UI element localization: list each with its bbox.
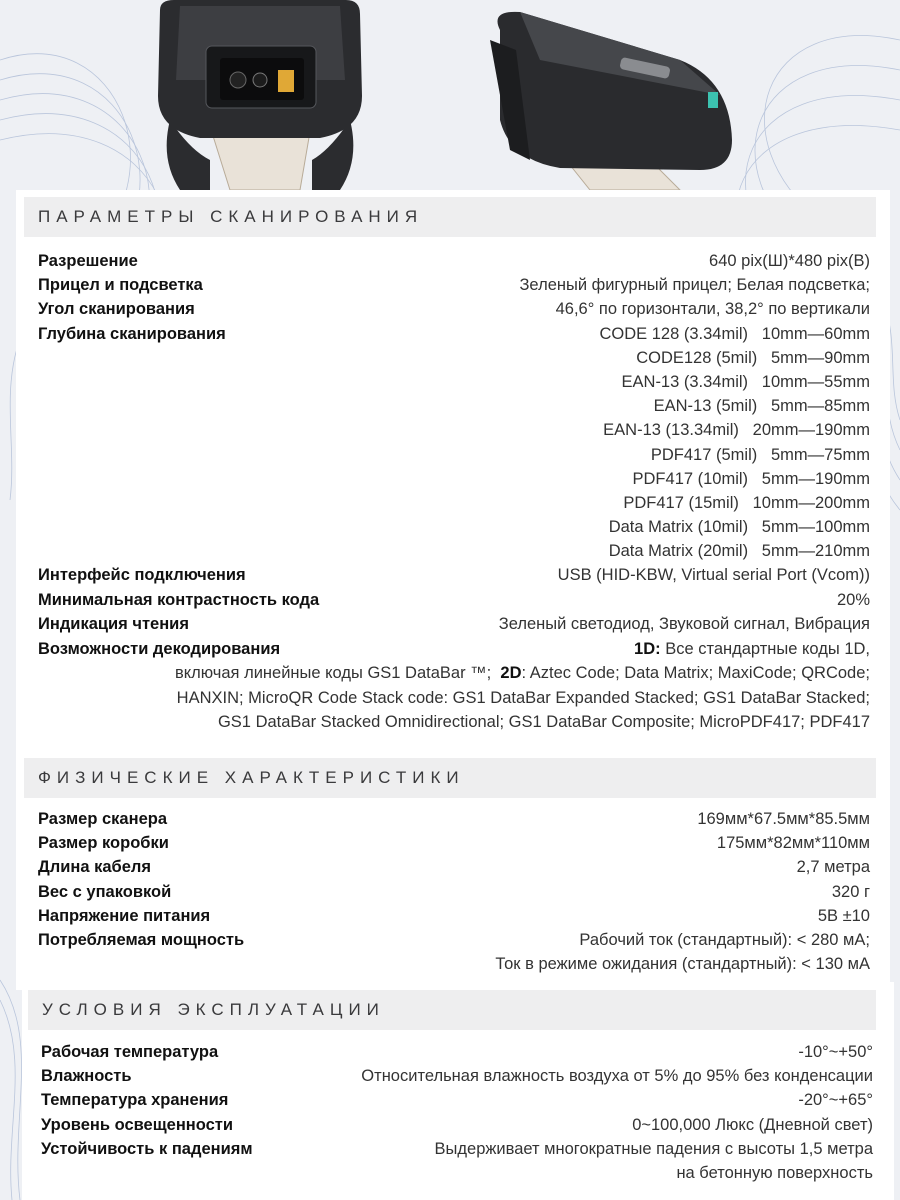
spec-row xyxy=(41,1088,873,1112)
spec-row xyxy=(38,249,870,273)
spec-row xyxy=(38,952,870,976)
spec-value: 320 г xyxy=(831,882,870,901)
spec-label: Влажность xyxy=(41,1067,132,1086)
spec-value: USB (HID-KBW, Virtual serial Port (Vcom)) xyxy=(557,566,870,585)
spec-row xyxy=(38,880,870,904)
spec-value: Зеленый фигурный прицел; Белая подсветка; xyxy=(519,276,870,295)
spec-label: Индикация чтения xyxy=(38,614,189,633)
decode-line2-post: : Aztec Code; Data Matrix; MaxiCode; QRCode; xyxy=(521,664,870,683)
spec-value: 175мм*82мм*110мм xyxy=(716,834,870,853)
spec-value: 0~100,000 Люкс (Дневной свет) xyxy=(632,1115,873,1134)
spec-value: -10°~+50° xyxy=(798,1043,873,1061)
spec-value: 5В ±10 xyxy=(817,906,870,925)
spec-label: Размер сканера xyxy=(38,810,168,828)
spec-label: Угол сканирования xyxy=(38,300,195,319)
spec-row xyxy=(41,1040,873,1064)
spec-value: Рабочий ток (стандартный): < 280 мА; xyxy=(579,930,870,949)
spec-value: Data Matrix (10mil) 5mm—100mm xyxy=(608,518,870,537)
decode-capabilities xyxy=(38,637,870,734)
operation-spec-list xyxy=(41,1040,873,1185)
scanner-front-image xyxy=(140,0,380,190)
decode-line2-pre: включая линейные коды GS1 DataBar ™; xyxy=(174,664,501,683)
spec-row xyxy=(38,928,870,952)
spec-label: Потребляемая мощность xyxy=(38,930,245,949)
spec-value: на бетонную поверхность xyxy=(676,1163,873,1182)
spec-value: PDF417 (15mil) 10mm—200mm xyxy=(623,493,870,512)
section-title-scan: ПАРАМЕТРЫ СКАНИРОВАНИЯ xyxy=(24,197,876,237)
spec-label: Длина кабеля xyxy=(38,858,152,877)
spec-value: -20°~+65° xyxy=(798,1091,873,1110)
decode-line4: GS1 DataBar Stacked Omnidirectional; GS1 DataBar Composite; MicroPDF417; PDF417 xyxy=(217,712,870,731)
spec-value: Ток в режиме ожидания (стандартный): < 130 мА xyxy=(495,955,870,974)
spec-label: Интерфейс подключения xyxy=(38,566,246,585)
scan-spec-list xyxy=(38,249,870,636)
spec-row xyxy=(38,346,870,370)
spec-row xyxy=(38,831,870,855)
spec-value: 2,7 метра xyxy=(796,858,870,877)
spec-row xyxy=(38,612,870,636)
spec-label: Уровень освещенности xyxy=(41,1115,234,1134)
decode-1d-text: Все стандартные коды 1D, xyxy=(660,640,870,658)
spec-label: Размер коробки xyxy=(38,834,169,853)
spec-row xyxy=(38,297,870,321)
spec-value: EAN-13 (5mil) 5mm—85mm xyxy=(653,397,870,416)
spec-row xyxy=(38,443,870,467)
spec-value: Выдерживает многократные падения с высоты 1,5 метра xyxy=(434,1139,873,1158)
spec-value: Data Matrix (20mil) 5mm—210mm xyxy=(608,542,870,561)
spec-row xyxy=(38,394,870,418)
spec-label: Устойчивость к падениям xyxy=(41,1139,253,1158)
spec-row xyxy=(38,370,870,394)
decode-2d-tag: 2D xyxy=(500,664,522,683)
spec-row xyxy=(38,273,870,297)
spec-row xyxy=(38,322,870,346)
spec-row xyxy=(41,1161,873,1185)
spec-label: Рабочая температура xyxy=(41,1043,219,1061)
spec-row xyxy=(41,1137,873,1161)
spec-row xyxy=(41,1064,873,1088)
decode-1d-tag: 1D: xyxy=(634,640,661,658)
spec-value: PDF417 (5mil) 5mm—75mm xyxy=(650,445,870,464)
spec-value: CODE 128 (3.34mil) 10mm—60mm xyxy=(599,324,870,343)
spec-row xyxy=(38,807,870,831)
spec-row xyxy=(38,467,870,491)
spec-value: Зеленый светодиод, Звуковой сигнал, Вибрация xyxy=(498,614,870,633)
spec-row xyxy=(38,515,870,539)
spec-value: 46,6° по горизонтали, 38,2° по вертикали xyxy=(555,300,870,319)
spec-row xyxy=(41,1113,873,1137)
physical-spec-list xyxy=(38,807,870,976)
spec-value: 169мм*67.5мм*85.5мм xyxy=(697,810,870,828)
spec-row xyxy=(38,588,870,612)
spec-row xyxy=(38,418,870,442)
section-title-physical: ФИЗИЧЕСКИЕ ХАРАКТЕРИСТИКИ xyxy=(24,758,876,798)
spec-row xyxy=(38,904,870,928)
spec-value: 20% xyxy=(836,590,870,609)
spec-label: Глубина сканирования xyxy=(38,324,226,343)
spec-value: EAN-13 (13.34mil) 20mm—190mm xyxy=(603,421,870,440)
spec-row xyxy=(38,491,870,515)
spec-row xyxy=(38,855,870,879)
spec-row xyxy=(38,563,870,587)
spec-label: Вес с упаковкой xyxy=(38,882,172,901)
spec-label: Прицел и подсветка xyxy=(38,276,203,295)
spec-value: EAN-13 (3.34mil) 10mm—55mm xyxy=(621,372,870,391)
spec-label: Разрешение xyxy=(38,252,138,270)
spec-value: 640 pix(Ш)*480 pix(В) xyxy=(709,252,870,270)
section-title-operation: УСЛОВИЯ ЭКСПЛУАТАЦИИ xyxy=(28,990,876,1030)
spec-value: Относительная влажность воздуха от 5% до 95% без конденсации xyxy=(361,1067,873,1086)
decode-line3: HANXIN; MicroQR Code Stack code: GS1 DataBar Expanded Stacked; GS1 DataBar Stacked; xyxy=(176,688,870,707)
spec-label: Напряжение питания xyxy=(38,906,211,925)
decode-label: Возможности декодирования xyxy=(38,640,281,658)
scanner-side-image xyxy=(480,0,750,190)
spec-value: PDF417 (10mil) 5mm—190mm xyxy=(632,469,870,488)
spec-value: CODE128 (5mil) 5mm—90mm xyxy=(636,348,870,367)
spec-label: Минимальная контрастность кода xyxy=(38,590,320,609)
spec-row xyxy=(38,539,870,563)
spec-label: Температура хранения xyxy=(41,1091,229,1110)
